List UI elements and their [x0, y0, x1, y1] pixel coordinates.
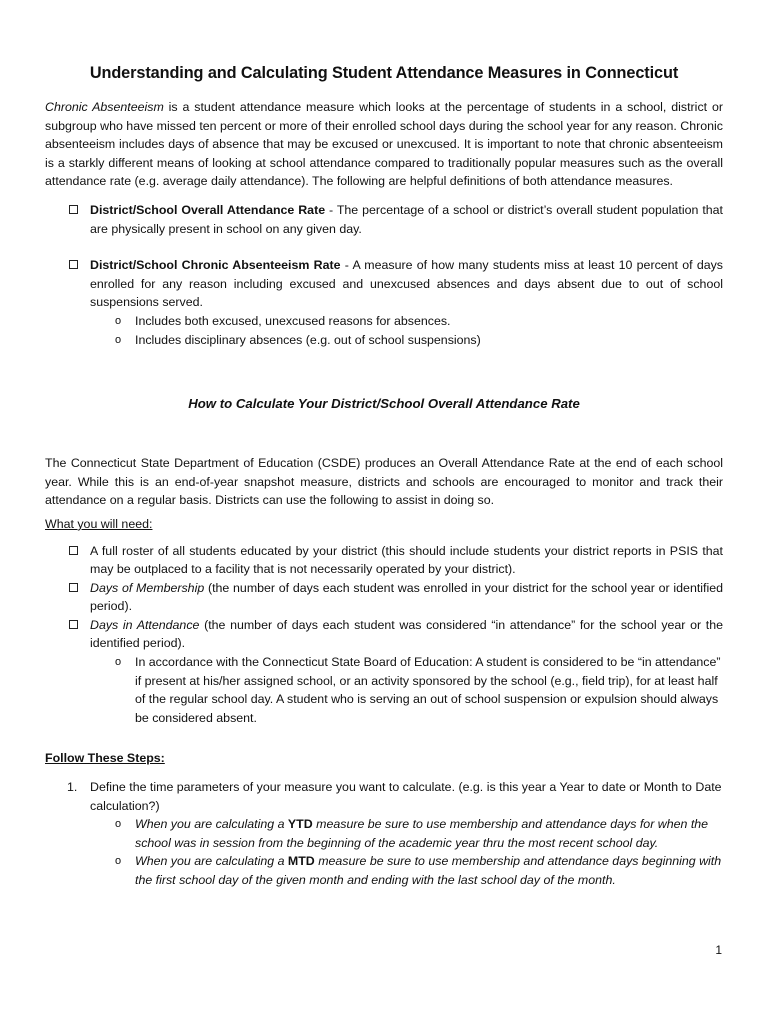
need-label: What you will need:: [45, 516, 153, 531]
attendance-note-list: [45, 653, 723, 727]
checkbox-icon: [69, 620, 78, 629]
definition-term: District/School Overall Attendance Rate: [90, 202, 326, 217]
document-page: [45, 62, 723, 890]
checkbox-icon: [69, 546, 78, 555]
document-title: Understanding and Calculating Student Attendance Measures in Connecticut: [89, 64, 679, 82]
need-item: Days in Attendance (the number of days each student was considered “in attendance” for the school year or the identified period).: [45, 616, 723, 653]
circle-bullet-icon: o: [115, 333, 122, 346]
list-item: o Includes both excused, unexcused reasons for absences.: [45, 312, 723, 331]
steps-list: [45, 778, 723, 815]
needs-list: [45, 542, 723, 654]
need-item: Days of Membership (the number of days each student was enrolled in your district for the school year or identified period).: [45, 579, 723, 616]
intro-paragraph: [45, 98, 723, 191]
checkbox-icon: [69, 583, 78, 592]
definition-text: - The percentage of a school or district’s overall student population that are physically present in school on any given day.: [90, 202, 723, 236]
definition-item: [45, 201, 723, 238]
definition-subitems: [45, 312, 723, 349]
definitions-list: [45, 201, 723, 312]
intro-text: is a student attendance measure which looks at the percentage of students in a school, district or subgroup who have missed ten percent or more of their enrolled school days during the school year for any reason. Chronic absenteeism includes days of absence that may be excused or unexcused. It is important to note that chronic absenteeism is a starkly different means of looking at school attendance compared to traditionally popular measures such as the overall attendance rate (e.g. average daily attendance). The following are helpful definitions of both attendance measures.: [45, 100, 723, 189]
csde-paragraph: The Connecticut State Department of Education (CSDE) produces an Overall Attendance Rate at the end of each school year. While this is an end-of-year snapshot measure, districts and schools are encouraged to monitor and track their attendance on a regular basis. Districts can use the following to assist in doing so.: [45, 456, 723, 508]
list-item: o Includes disciplinary absences (e.g. out of school suspensions): [45, 331, 723, 350]
circle-bullet-icon: o: [115, 314, 122, 327]
checkbox-icon: [69, 260, 78, 269]
step-number: 1.: [67, 780, 78, 795]
need-item: A full roster of all students educated by your district (this should include students your district reports in PSIS that may be outplaced to a facility that is not necessarily operated by your district).: [45, 542, 723, 579]
definition-item: [45, 256, 723, 312]
checkbox-icon: [69, 205, 78, 214]
list-item: o When you are calculating a YTD measure be sure to use membership and attendance days for when the school was in session from the beginning of the academic year thru the most recent school day.: [115, 817, 709, 850]
step-item: [45, 778, 723, 815]
intro-term: Chronic Absenteeism: [45, 100, 164, 114]
section-heading: How to Calculate Your District/School Overall Attendance Rate: [188, 396, 580, 412]
steps-label: Follow These Steps:: [45, 751, 165, 766]
circle-bullet-icon: o: [115, 656, 122, 669]
definition-text: - A measure of how many students miss at least 10 percent of days enrolled for any reason including excused and unexcused absences and days absent due to out of school suspensions served.: [90, 258, 723, 310]
definition-term: District/School Chronic Absenteeism Rate: [90, 258, 341, 273]
page-number: 1: [715, 943, 722, 957]
step-text: Define the time parameters of your measure you want to calculate. (e.g. is this year a Year to date or Month to Date calculation?): [90, 780, 722, 813]
list-item: o In accordance with the Connecticut State Board of Education: A student is considered to be “in attendance” if present at his/her assigned school, or an activity sponsored by the school (e.g., field trip), for at least half of the regular school day. A student who is serving an out of school suspension or expulsion should always be considered absent.: [115, 655, 721, 725]
circle-bullet-icon: o: [115, 818, 122, 831]
circle-bullet-icon: o: [115, 855, 122, 868]
list-item: o When you are calculating a MTD measure be sure to use membership and attendance days beginning with the first school day of the given month and ending with the last school day of the month.: [115, 854, 722, 887]
step-notes: [45, 815, 723, 889]
